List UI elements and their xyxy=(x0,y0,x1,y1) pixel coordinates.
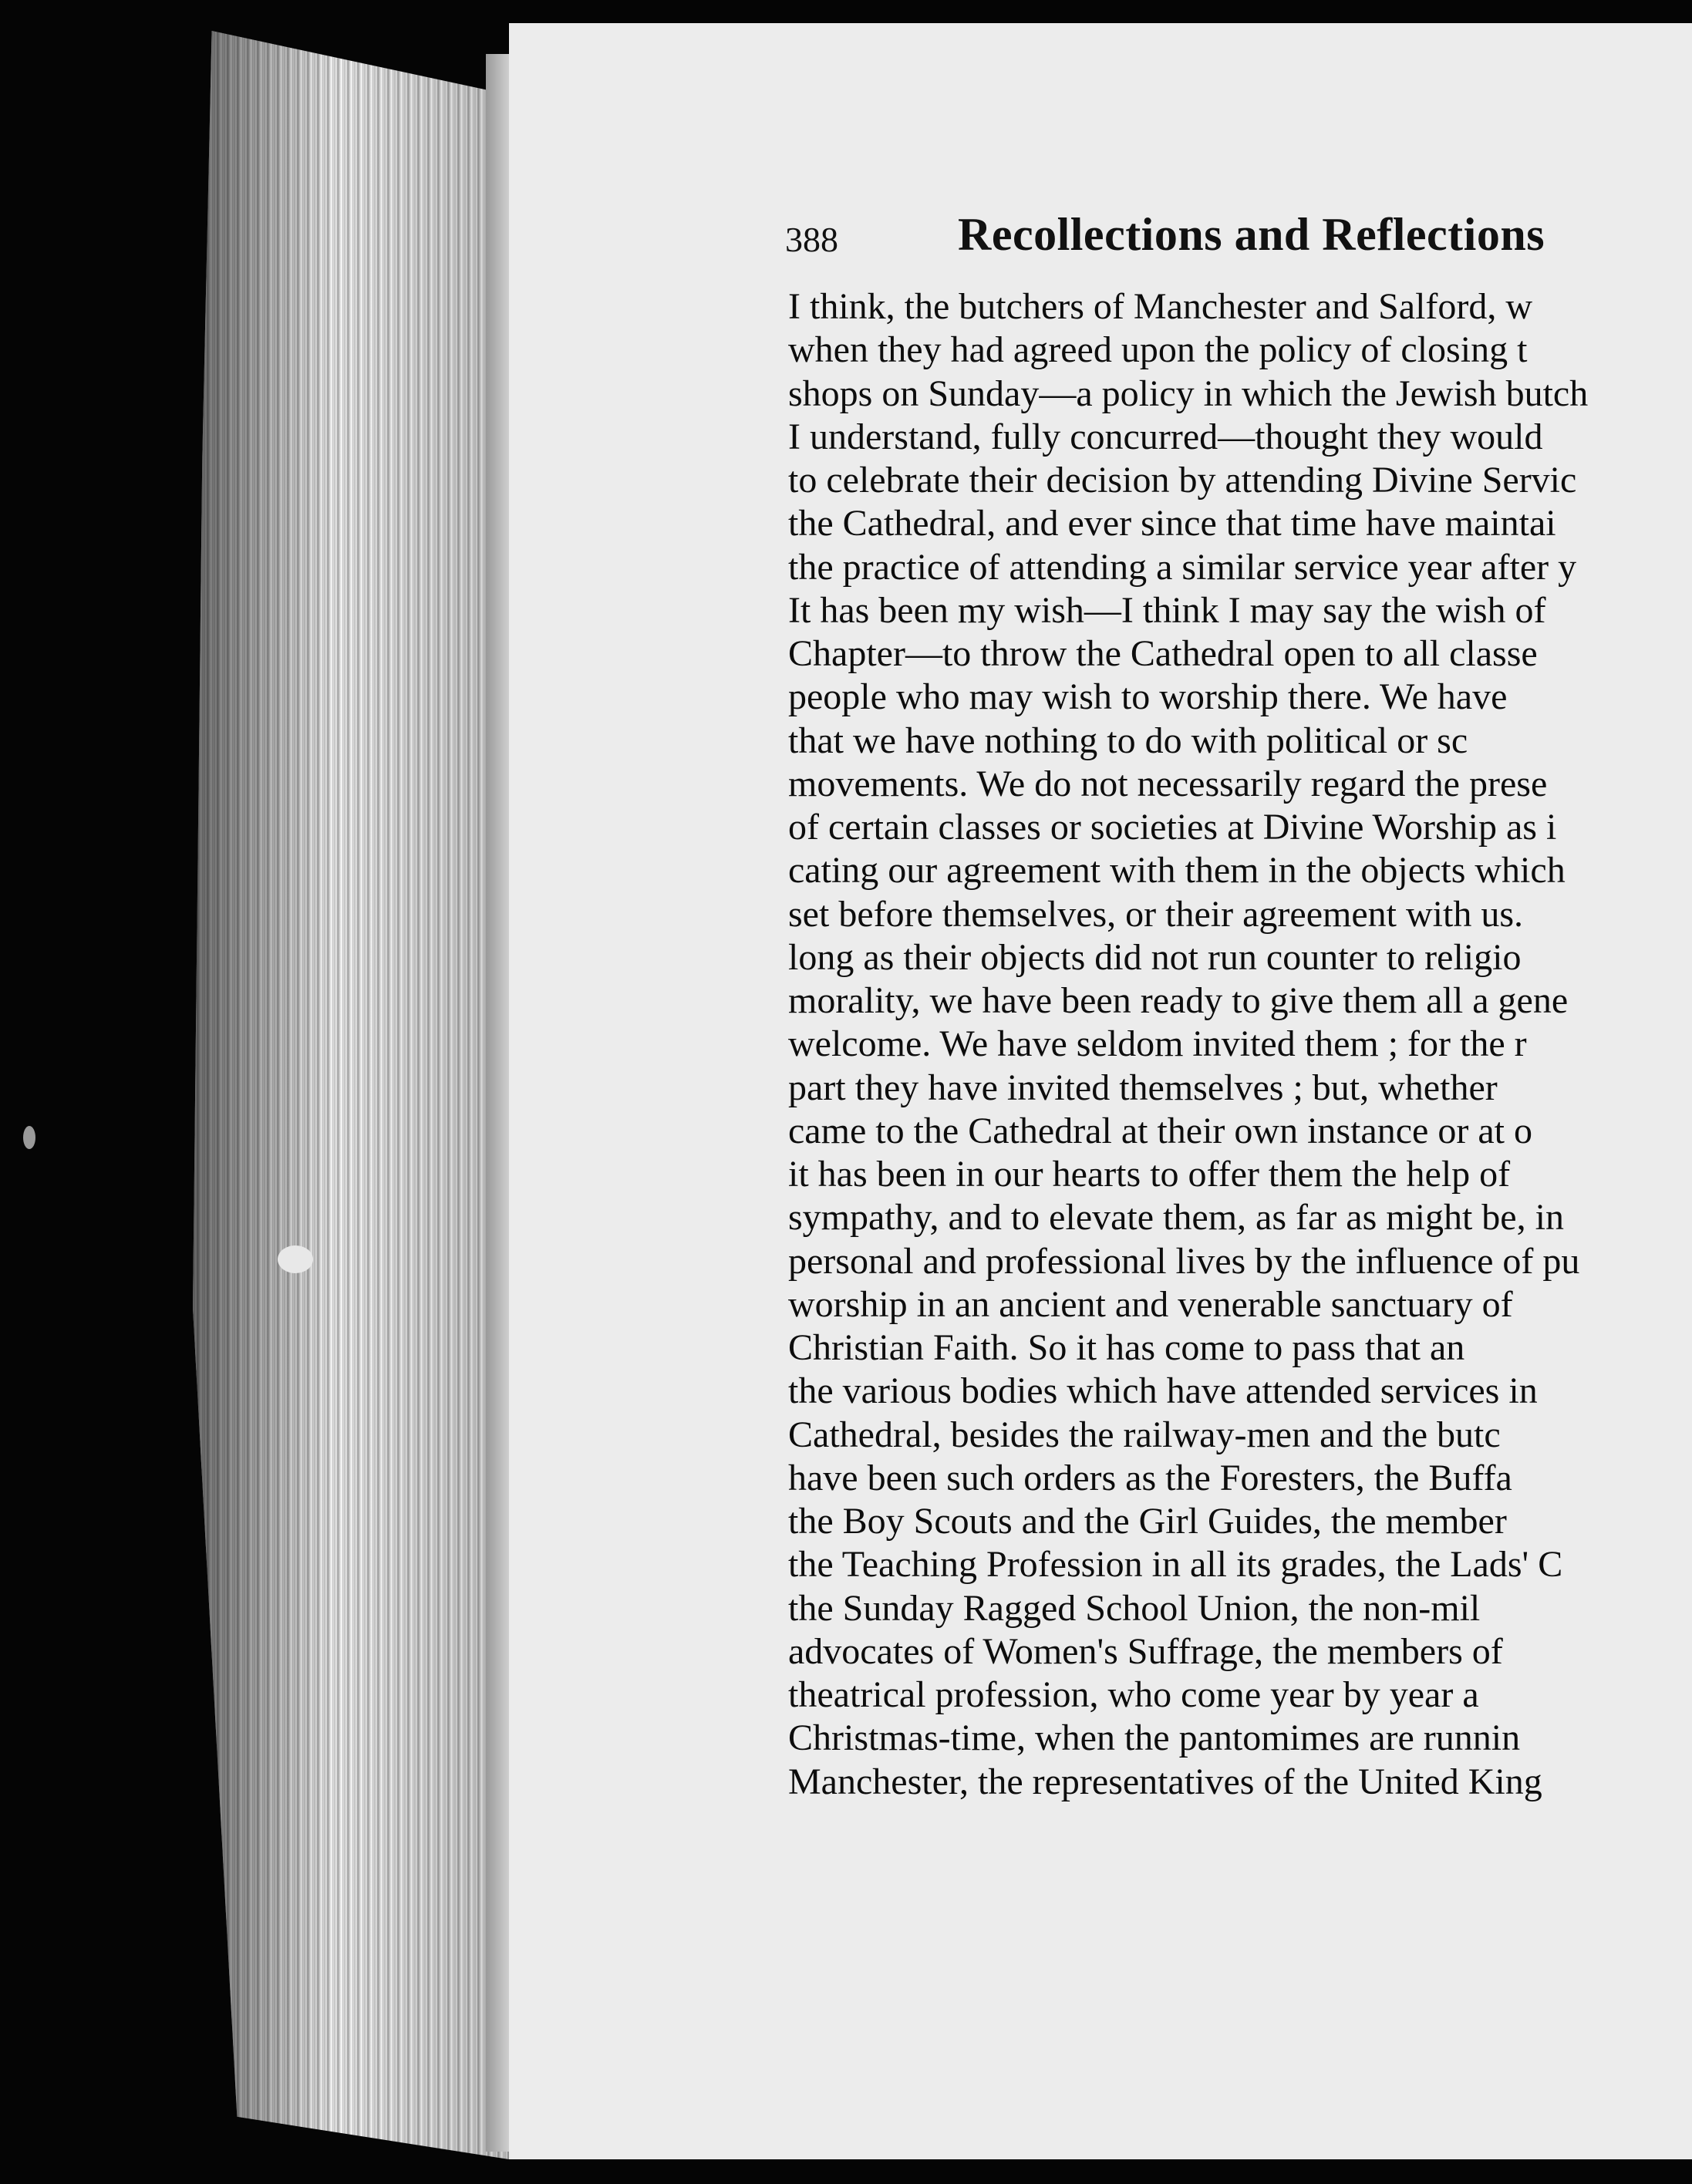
text-line: to celebrate their decision by attending Divine Servic xyxy=(788,460,1577,501)
body-text xyxy=(788,285,1692,1851)
text-line: people who may wish to worship there. We have xyxy=(788,676,1508,718)
dust-speck xyxy=(23,1126,35,1149)
text-line: welcome. We have seldom invited them ; for the r xyxy=(788,1023,1527,1065)
text-line: the Sunday Ragged School Union, the non-mil xyxy=(788,1587,1481,1629)
text-line: I understand, fully concurred—thought they would xyxy=(788,416,1543,457)
text-line: theatrical profession, who come year by year a xyxy=(788,1674,1479,1715)
text-line: came to the Cathedral at their own instance or at o xyxy=(788,1110,1532,1151)
text-line: It has been my wish—I think I may say the wish of xyxy=(788,589,1546,631)
text-line: have been such orders as the Foresters, the Buffa xyxy=(788,1457,1512,1498)
text-line: the Cathedral, and ever since that time have maintai xyxy=(788,503,1556,544)
text-line: personal and professional lives by the influence of pu xyxy=(788,1240,1580,1282)
text-line: Chapter—to throw the Cathedral open to all classe xyxy=(788,633,1538,674)
text-line: it has been in our hearts to offer them the help of xyxy=(788,1154,1511,1195)
page-stack-shadow xyxy=(193,31,509,2159)
text-line: movements. We do not necessarily regard the prese xyxy=(788,763,1548,804)
text-line: cating our agreement with them in the objects which xyxy=(788,850,1566,891)
page-number: 388 xyxy=(785,220,838,259)
text-line: Christmas-time, when the pantomimes are runnin xyxy=(788,1717,1521,1759)
text-line: set before themselves, or their agreement with us. xyxy=(788,893,1524,935)
text-line: the Boy Scouts and the Girl Guides, the member xyxy=(788,1501,1507,1542)
text-line: when they had agreed upon the policy of closing t xyxy=(788,329,1528,371)
text-line: Cathedral, besides the railway-men and the butc xyxy=(788,1414,1501,1455)
text-line: of certain classes or societies at Divine Worship as i xyxy=(788,807,1557,848)
text-line: the practice of attending a similar service year after y xyxy=(788,546,1577,588)
text-line: advocates of Women's Suffrage, the members of xyxy=(788,1630,1503,1672)
running-title: Recollections and Reflections xyxy=(958,209,1545,260)
text-line: I think, the butchers of Manchester and Salford, w xyxy=(788,286,1533,327)
running-header xyxy=(785,208,1692,278)
text-line: long as their objects did not run counter to religio xyxy=(788,936,1522,978)
text-line: that we have nothing to do with political or sc xyxy=(788,720,1468,761)
text-line: worship in an ancient and venerable sanctuary of xyxy=(788,1283,1513,1325)
text-line: the various bodies which have attended services in xyxy=(788,1370,1538,1412)
text-line: sympathy, and to elevate them, as far as might be, in xyxy=(788,1197,1564,1239)
text-line: Manchester, the representatives of the United King xyxy=(788,1761,1542,1802)
text-line: morality, we have been ready to give them all a gene xyxy=(788,980,1569,1021)
text-line: part they have invited themselves ; but, whether xyxy=(788,1067,1498,1108)
text-line: Christian Faith. So it has come to pass that an xyxy=(788,1327,1465,1368)
text-line: shops on Sunday—a policy in which the Jewish butch xyxy=(788,372,1589,414)
text-line: the Teaching Profession in all its grades, the Lads' C xyxy=(788,1544,1563,1586)
dust-speck xyxy=(278,1245,313,1273)
